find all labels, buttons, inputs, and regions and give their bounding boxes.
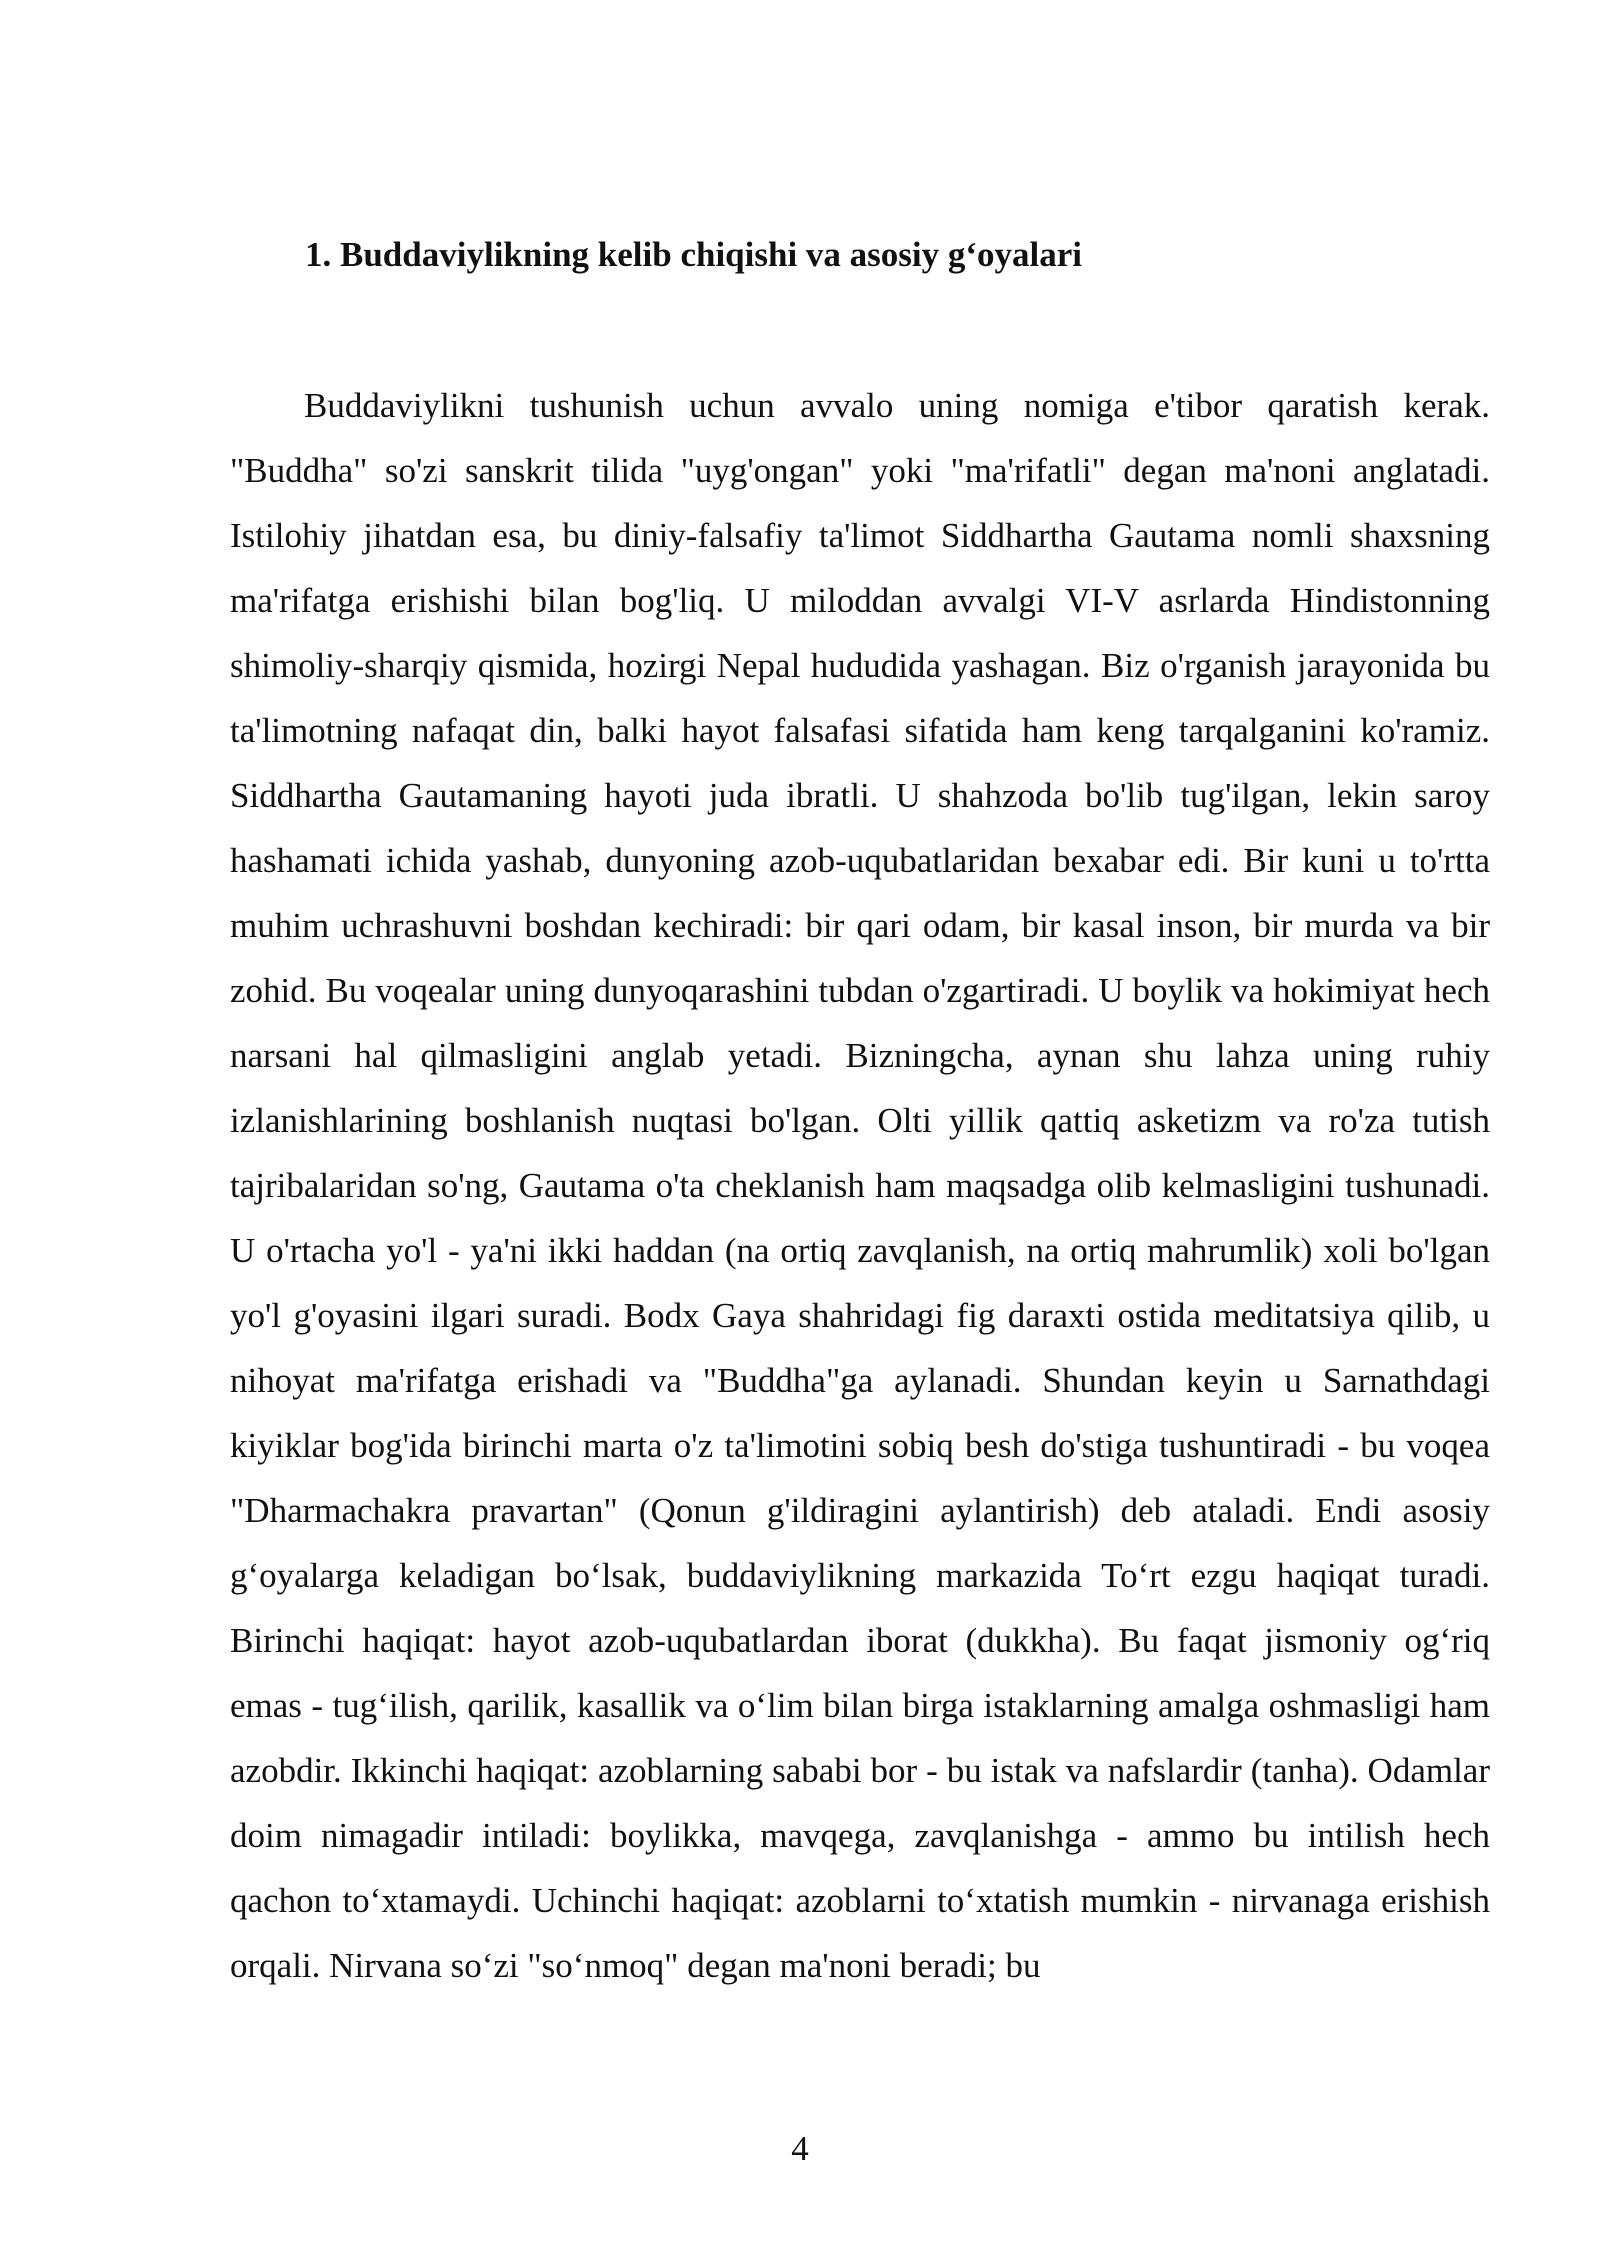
body-paragraph: Buddaviylikni tushunish uchun avvalo uning nomiga e'tibor qaratish kerak. "Buddha" so'zi sanskrit tilida "uyg'ongan" yoki "ma'rifatli" degan ma'noni anglatadi. Istilohiy jihatdan esa, bu diniy-falsafiy ta'limot Siddhartha Gautama nomli shaxsning ma'rifatga erishishi bilan bog'liq. U miloddan avvalgi VI-V asrlarda Hindistonning shimoliy-sharqiy qismida, hozirgi Nepal hududida yashagan. Biz o'rganish jarayonida bu ta'limotning nafaqat din, balki hayot falsafasi sifatida ham keng tarqalganini ko'ramiz. Siddhartha Gautamaning hayoti juda ibratli. U shahzoda bo'lib tug'ilgan, lekin saroy hashamati ichida yashab, dunyoning azob-uqubatlaridan bexabar edi. Bir kuni u to'rtta muhim uchrashuvni boshdan kechiradi: bir qari odam, bir kasal inson, bir murda va bir zohid. Bu voqealar uning dunyoqarashini tubdan o'zgartiradi. U boylik va hokimiyat hech narsani hal qilmasligini anglab yetadi. Bizningcha, aynan shu lahza uning ruhiy izlanishlarining boshlanish nuqtasi bo'lgan. Olti yillik qattiq asketizm va ro'za tutish tajribalaridan so'ng, Gautama o'ta cheklanish ham maqsadga olib kelmasligini tushunadi. U o'rtacha yo'l - ya'ni ikki haddan (na ortiq zavqlanish, na ortiq mahrumlik) xoli bo'lgan yo'l g'oyasini ilgari suradi. Bodx Gaya shahridagi fig daraxti ostida meditatsiya qilib, u nihoyat ma'rifatga erishadi va "Buddha"ga aylanadi. Shundan keyin u Sarnathdagi kiyiklar bog'ida birinchi marta o'z ta'limotini sobiq besh do'stiga tushuntiradi - bu voqea "Dharmachakra pravartan" (Qonun g'ildiragini aylantirish) deb ataladi. Endi asosiy g‘oyalarga keladigan bo‘lsak, buddaviylikning markazida To‘rt ezgu haqiqat turadi. Birinchi haqiqat: hayot azob-uqubatlardan iborat (dukkha). Bu faqat jismoniy og‘riq emas - tug‘ilish, qarilik, kasallik va o‘lim bilan birga istaklarning amalga oshmasligi ham azobdir. Ikkinchi haqiqat: azoblarning sababi bor - bu istak va nafslardir (tanha). Odamlar doim nimagadir intiladi: boylikka, mavqega, zavqlanishga - ammo bu intilish hech qachon to‘xtamaydi. Uchinchi haqiqat: azoblarni to‘xtatish mumkin - nirvanaga erishish orqali. Nirvana so‘zi "so‘nmoq" degan ma'noni beradi; bu — [230, 386, 1490, 1985]
page-number: 4 — [791, 2129, 809, 2168]
section-heading: 1. Buddaviylikning kelib chiqishi va asosiy g‘oyalari — [305, 235, 1083, 274]
